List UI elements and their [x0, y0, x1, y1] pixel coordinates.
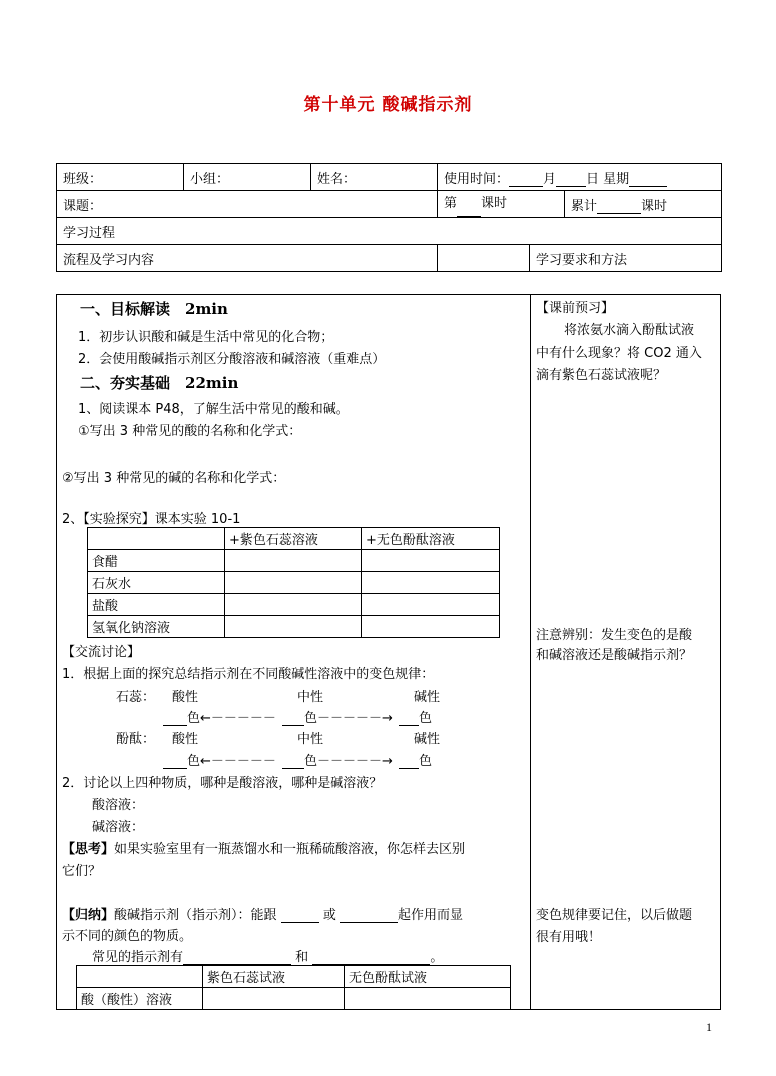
- section-basics-heading: 二、夯实基础 22min: [80, 374, 239, 392]
- phenol-base-blank[interactable]: [399, 755, 419, 769]
- common-end: 。: [430, 950, 444, 965]
- common-text-a: 常见的指示剂有: [92, 950, 184, 965]
- answer-cell[interactable]: [225, 616, 362, 638]
- page-number: 1: [706, 1020, 712, 1034]
- process-label: 学习过程: [63, 225, 116, 241]
- topic-cell: [57, 191, 438, 218]
- req-spacer: [438, 245, 530, 271]
- reading-task: 1、阅读课本 P48，了解生活中常见的酸和碱。: [78, 402, 349, 417]
- phenol-neutral-group: [282, 750, 393, 769]
- info-table: [56, 163, 722, 272]
- summary-text-b: 起作用而显: [397, 908, 463, 923]
- total-prefix: 累计: [571, 198, 598, 214]
- section-goal-heading: 一、目标解读 2min: [80, 300, 228, 318]
- month-label: 月: [543, 171, 557, 187]
- think-line-2: 它们？: [62, 864, 102, 879]
- process-cell: [57, 218, 722, 245]
- preview-line-1: 将浓氨水滴入酚酞试液: [564, 323, 695, 338]
- table-row: [88, 550, 500, 572]
- tip-line-1: 变色规律要记住，以后做题: [536, 908, 693, 923]
- info-row-1: [57, 164, 722, 191]
- acid-task: ①写出 3 种常见的酸的名称和化学式：: [78, 424, 302, 439]
- ind-header-litmus: 紫色石蕊试液: [203, 966, 345, 988]
- name-label: 姓名：: [317, 171, 357, 187]
- time-label: 使用时间：: [444, 171, 510, 187]
- summary-line-2: 示不同的颜色的物质。: [62, 929, 193, 944]
- left-arrow: ←－－－－－: [200, 711, 276, 726]
- phenol-neutral: 中性: [297, 732, 324, 747]
- experiment-table: [87, 527, 500, 638]
- discussion-heading: 【交流讨论】: [62, 645, 141, 660]
- preview-line-3: 滴有紫色石蕊试液呢？: [536, 368, 667, 383]
- phenol-label: 酚酞：: [116, 732, 156, 747]
- total-suffix: 课时: [641, 198, 668, 214]
- row-label-hcl: 盐酸: [88, 594, 225, 616]
- litmus-base-group: [399, 707, 432, 726]
- summary-text-a: 酸碱指示剂（指示剂）：能跟: [114, 908, 277, 923]
- answer-cell[interactable]: [362, 550, 500, 572]
- table-row: [88, 616, 500, 638]
- table-header-row: [88, 528, 500, 550]
- info-row-3: [57, 218, 722, 245]
- phenol-neutral-blank[interactable]: [282, 755, 304, 769]
- goal-1: 1．初步认识酸和碱是生活中常见的化合物；: [78, 330, 334, 345]
- note-line-2: 和碱溶液还是酸碱指示剂？: [536, 648, 693, 663]
- day-blank[interactable]: [556, 173, 586, 187]
- column-divider: [530, 294, 531, 1010]
- phenol-neutral-color: 色: [304, 754, 318, 769]
- base-task: ②写出 3 种常见的碱的名称和化学式：: [62, 471, 286, 486]
- req-cell: [438, 245, 722, 272]
- answer-cell[interactable]: [362, 572, 500, 594]
- right-arrow: －－－－－→: [317, 754, 393, 769]
- time-cell: [438, 164, 722, 191]
- answer-cell[interactable]: [345, 988, 511, 1010]
- common-blank-1[interactable]: [183, 951, 291, 965]
- name-cell: [311, 164, 438, 191]
- class-label: 班级：: [63, 171, 103, 187]
- answer-cell[interactable]: [225, 550, 362, 572]
- total-blank[interactable]: [597, 200, 641, 214]
- ind-row-acid: 酸（酸性）溶液: [77, 988, 203, 1010]
- info-row-4: [57, 245, 722, 272]
- acid-solution-label: 酸溶液：: [92, 798, 145, 813]
- class-cell: [57, 164, 184, 191]
- left-arrow: ←－－－－－: [200, 754, 276, 769]
- litmus-base-color: 色: [419, 711, 433, 726]
- phenol-acid-blank[interactable]: [163, 755, 187, 769]
- tip-line-2: 很有用哦！: [536, 930, 602, 945]
- litmus-neutral: 中性: [297, 690, 324, 705]
- page-title: 第十单元 酸碱指示剂: [303, 95, 473, 115]
- note-line-1: 注意辨别：发生变色的是酸: [536, 628, 693, 643]
- header-cell-phenol: +无色酚酞溶液: [362, 528, 500, 550]
- common-and: 和: [295, 950, 309, 965]
- summary-or: 或: [322, 908, 336, 923]
- ind-header-empty: [77, 966, 203, 988]
- preview-line-2: 中有什么现象？将 CO2 通入: [536, 346, 702, 361]
- think-line-1: [62, 838, 465, 857]
- answer-cell[interactable]: [225, 594, 362, 616]
- litmus-neutral-blank[interactable]: [282, 712, 304, 726]
- topic-label: 课题：: [63, 198, 103, 214]
- litmus-label: 石蕊：: [116, 690, 156, 705]
- period-cell: [438, 191, 722, 218]
- ind-header-phenol: 无色酚酞试液: [345, 966, 511, 988]
- litmus-acid: 酸性: [172, 690, 199, 705]
- phenol-acid: 酸性: [172, 732, 199, 747]
- weekday-blank[interactable]: [629, 173, 667, 187]
- phenol-base-color: 色: [419, 754, 433, 769]
- answer-cell[interactable]: [225, 572, 362, 594]
- table-row: [88, 572, 500, 594]
- indicator-table: [76, 965, 511, 1009]
- table-row: [88, 594, 500, 616]
- info-row-2: [57, 191, 722, 218]
- phenol-base-group: [399, 750, 432, 769]
- group-label: 小组：: [190, 171, 230, 187]
- day-label: 日 星期: [586, 171, 630, 187]
- litmus-acid-blank[interactable]: [163, 712, 187, 726]
- think-text-1: 如果实验室里有一瓶蒸馏水和一瓶稀硫酸溶液，你怎样去区别: [114, 842, 466, 857]
- row-label-vinegar: 食醋: [88, 550, 225, 572]
- litmus-neutral-color: 色: [304, 711, 318, 726]
- discussion-q1: 1．根据上面的探究总结指示剂在不同酸碱性溶液中的变色规律：: [62, 667, 435, 682]
- month-blank[interactable]: [509, 173, 543, 187]
- summary-blank-1[interactable]: [281, 909, 319, 923]
- req-label: 学习要求和方法: [536, 252, 628, 268]
- think-tag: 【思考】: [62, 842, 115, 857]
- phenol-acid-color: 色: [187, 754, 201, 769]
- period-suffix: 课时: [481, 196, 508, 211]
- goal-2: 2．会使用酸碱指示剂区分酸溶液和碱溶液（重难点）: [78, 352, 386, 367]
- table-row: [77, 988, 511, 1010]
- litmus-acid-color: 色: [187, 711, 201, 726]
- row-label-naoh: 氢氧化钠溶液: [88, 616, 225, 638]
- table-header-row: [77, 966, 511, 988]
- common-indicators-line: [92, 946, 443, 965]
- right-arrow: －－－－－→: [317, 711, 393, 726]
- answer-cell[interactable]: [203, 988, 345, 1010]
- discussion-q2: 2．讨论以上四种物质，哪种是酸溶液，哪种是碱溶液？: [62, 776, 383, 791]
- period-prefix: 第: [444, 196, 458, 211]
- total-box: [565, 195, 667, 214]
- header-cell-litmus: +紫色石蕊溶液: [225, 528, 362, 550]
- preview-title: 【课前预习】: [536, 301, 615, 316]
- summary-blank-2[interactable]: [340, 909, 398, 923]
- summary-line-1: [62, 904, 463, 923]
- litmus-base: 碱性: [414, 690, 441, 705]
- period-box: [438, 191, 565, 217]
- phenol-base: 碱性: [414, 732, 441, 747]
- experiment-title: 2、【实验探究】课本实验 10-1: [62, 512, 241, 527]
- litmus-base-blank[interactable]: [399, 712, 419, 726]
- litmus-color-row: [163, 707, 276, 726]
- flow-label: 流程及学习内容: [63, 252, 155, 268]
- row-label-limewater: 石灰水: [88, 572, 225, 594]
- litmus-neutral-group: [282, 707, 393, 726]
- period-blank[interactable]: [457, 203, 481, 217]
- answer-cell[interactable]: [362, 616, 500, 638]
- answer-cell[interactable]: [362, 594, 500, 616]
- group-cell: [184, 164, 311, 191]
- flow-cell: [57, 245, 438, 272]
- common-blank-2[interactable]: [312, 951, 430, 965]
- base-solution-label: 碱溶液：: [92, 820, 145, 835]
- summary-tag: 【归纳】: [62, 908, 115, 923]
- header-cell-empty: [88, 528, 225, 550]
- phenol-color-row: [163, 750, 276, 769]
